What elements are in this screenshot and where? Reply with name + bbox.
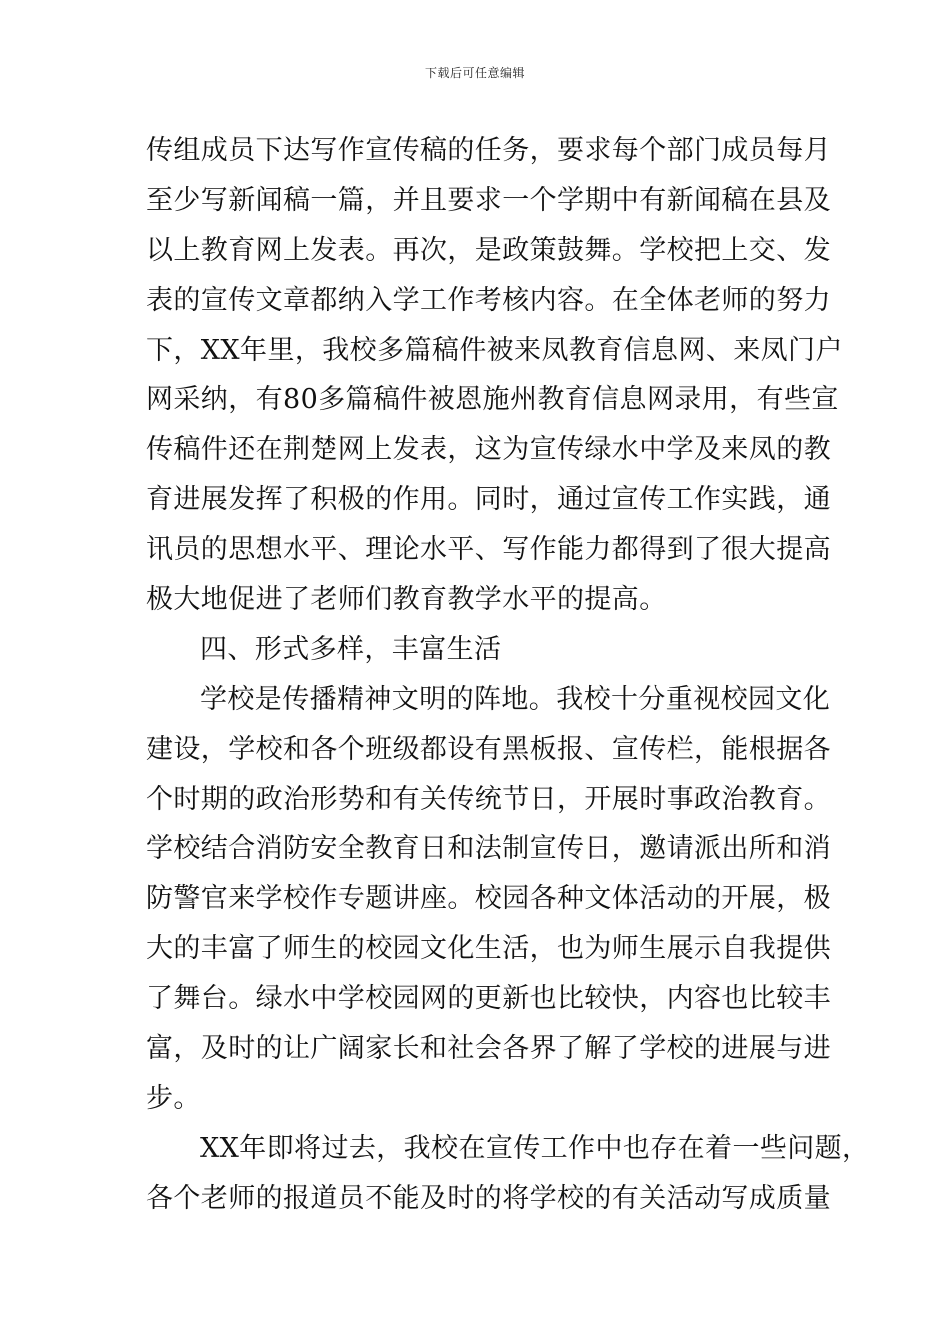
text-line: 以上教育网上发表。再次，是政策鼓舞。学校把上交、发: [146, 234, 831, 266]
text-line: 传稿件还在荆楚网上发表，这为宣传绿水中学及来凤的教: [146, 434, 831, 466]
text-line: 了舞台。绿水中学校园网的更新也比较快，内容也比较丰: [146, 983, 831, 1015]
text-line: 网采纳，有80多篇稿件被恩施州教育信息网录用，有些宣: [146, 384, 839, 416]
text-line: 育进展发挥了积极的作用。同时，通过宣传工作实践，通: [146, 484, 831, 516]
body-text: [146, 126, 870, 1224]
text-line: 学校结合消防安全教育日和法制宣传日，邀请派出所和消: [146, 833, 831, 865]
text-line: XX年即将过去，我校在宣传工作中也存在着一些问题，: [200, 1132, 870, 1164]
text-line: 讯员的思想水平、理论水平、写作能力都得到了很大提高: [146, 534, 831, 566]
text-line: 下，XX年里，我校多篇稿件被来凤教育信息网、来凤门户: [146, 334, 843, 366]
text-line: 各个老师的报道员不能及时的将学校的有关活动写成质量: [146, 1182, 831, 1214]
text-line: 个时期的政治形势和有关传统节日，开展时事政治教育。: [146, 783, 831, 815]
text-line: 大的丰富了师生的校园文化生活，也为师生展示自我提供: [146, 933, 831, 965]
text-line: 步。: [146, 1082, 201, 1114]
section-heading: 四、形式多样，丰富生活: [200, 633, 502, 665]
text-line: 传组成员下达写作宣传稿的任务，要求每个部门成员每月: [146, 135, 831, 166]
text-line: 防警官来学校作专题讲座。校园各种文体活动的开展，极: [146, 883, 831, 915]
text-line: 学校是传播精神文明的阵地。我校十分重视校园文化: [200, 683, 831, 715]
text-line: 富，及时的让广阔家长和社会各界了解了学校的进展与进: [146, 1033, 831, 1065]
page-header: 下载后可任意编辑: [424, 66, 525, 80]
text-line: 至少写新闻稿一篇，并且要求一个学期中有新闻稿在县及: [146, 184, 831, 216]
text-line: 建设，学校和各个班级都设有黑板报、宣传栏，能根据各: [146, 733, 831, 765]
text-line: 表的宣传文章都纳入学工作考核内容。在全体老师的努力: [146, 284, 831, 316]
text-line: 极大地促进了老师们教育教学水平的提高。: [146, 584, 667, 616]
